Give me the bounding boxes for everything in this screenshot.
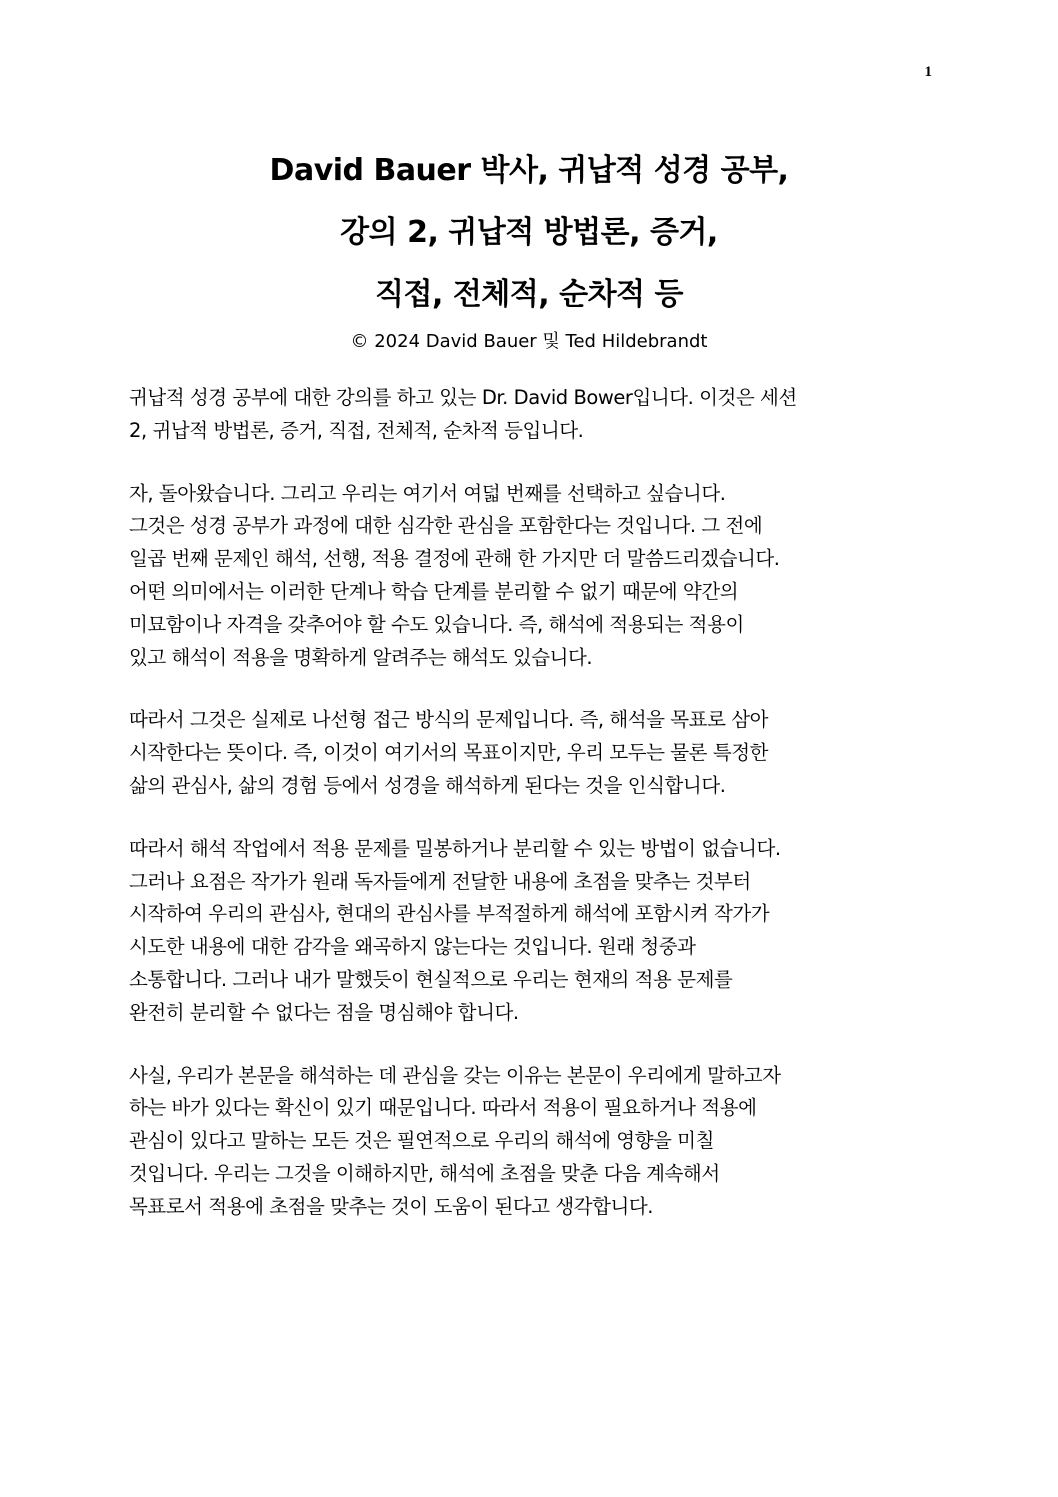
- paragraph-line: 자, 돌아왔습니다. 그리고 우리는 여기서 여덟 번째를 선택하고 싶습니다.: [129, 481, 726, 505]
- title-line-3: 직접, 전체적, 순차적 등: [375, 277, 683, 312]
- document-header: [0, 140, 1058, 356]
- paragraph-3: [129, 704, 929, 802]
- paragraph-line: 어떤 의미에서는 이러한 단계나 학습 단계를 분리할 수 없기 때문에 약간의: [129, 579, 739, 603]
- paragraph-line: 그것은 성경 공부가 과정에 대한 심각한 관심을 포함한다는 것입니다. 그 전에: [129, 514, 763, 538]
- paragraph-line: 있고 해석이 적용을 명확하게 알려주는 해석도 있습니다.: [129, 645, 593, 669]
- paragraph-line: 그러나 요점은 작가가 원래 독자들에게 전달한 내용에 초점을 맞추는 것부터: [129, 869, 751, 893]
- document-body: [129, 382, 929, 1254]
- page-number: 1: [924, 64, 932, 80]
- paragraph-line: 따라서 해석 작업에서 적용 문제를 밀봉하거나 분리할 수 있는 방법이 없습니다.: [129, 836, 781, 860]
- paragraph-line: 시작한다는 뜻이다. 즉, 이것이 여기서의 목표이지만, 우리 모두는 물론 특정한: [129, 741, 768, 765]
- paragraph-1: [129, 382, 929, 448]
- paragraph-line: 관심이 있다고 말하는 모든 것은 필연적으로 우리의 해석에 영향을 미칠: [129, 1129, 714, 1153]
- paragraph-line: 시도한 내용에 대한 감각을 왜곡하지 않는다는 것입니다. 원래 청중과: [129, 935, 696, 959]
- paragraph-line: 일곱 번째 문제인 해석, 선행, 적용 결정에 관해 한 가지만 더 말씀드리겠습니다.: [129, 547, 780, 571]
- paragraph-line: 2, 귀납적 방법론, 증거, 직접, 전체적, 순차적 등입니다.: [129, 418, 584, 442]
- paragraph-line: 따라서 그것은 실제로 나선형 접근 방식의 문제입니다. 즉, 해석을 목표로 삼아: [129, 708, 768, 732]
- paragraph-line: 시작하여 우리의 관심사, 현대의 관심사를 부적절하게 해석에 포함시켜 작가가: [129, 902, 770, 926]
- paragraph-line: 소통합니다. 그러나 내가 말했듯이 현실적으로 우리는 현재의 적용 문제를: [129, 967, 733, 991]
- paragraph-line: 사실, 우리가 본문을 해석하는 데 관심을 갖는 이유는 본문이 우리에게 말하고자: [129, 1063, 781, 1087]
- paragraph-line: 목표로서 적용에 초점을 맞추는 것이 도움이 된다고 생각합니다.: [129, 1194, 654, 1218]
- paragraph-4: [129, 833, 929, 1030]
- paragraph-line: 것입니다. 우리는 그것을 이해하지만, 해석에 초점을 맞춘 다음 계속해서: [129, 1161, 720, 1185]
- title-line-2: 강의 2, 귀납적 방법론, 증거,: [340, 215, 718, 250]
- paragraph-line: 완전히 분리할 수 없다는 점을 명심해야 합니다.: [129, 1000, 519, 1024]
- title-line-1: David Bauer 박사, 귀납적 성경 공부,: [269, 153, 789, 188]
- paragraph-line: 미묘함이나 자격을 갖추어야 할 수도 있습니다. 즉, 해석에 적용되는 적용이: [129, 612, 744, 636]
- copyright-line: © 2024 David Bauer 및 Ted Hildebrandt: [350, 331, 708, 352]
- paragraph-line: 귀납적 성경 공부에 대한 강의를 하고 있는 Dr. David Bower입니다. 이것은 세션: [129, 386, 797, 409]
- paragraph-line: 하는 바가 있다는 확신이 있기 때문입니다. 따라서 적용이 필요하거나 적용에: [129, 1096, 757, 1120]
- paragraph-5: [129, 1060, 929, 1224]
- paragraph-line: 삶의 관심사, 삶의 경험 등에서 성경을 해석하게 된다는 것을 인식합니다.: [129, 773, 726, 797]
- paragraph-2: [129, 478, 929, 675]
